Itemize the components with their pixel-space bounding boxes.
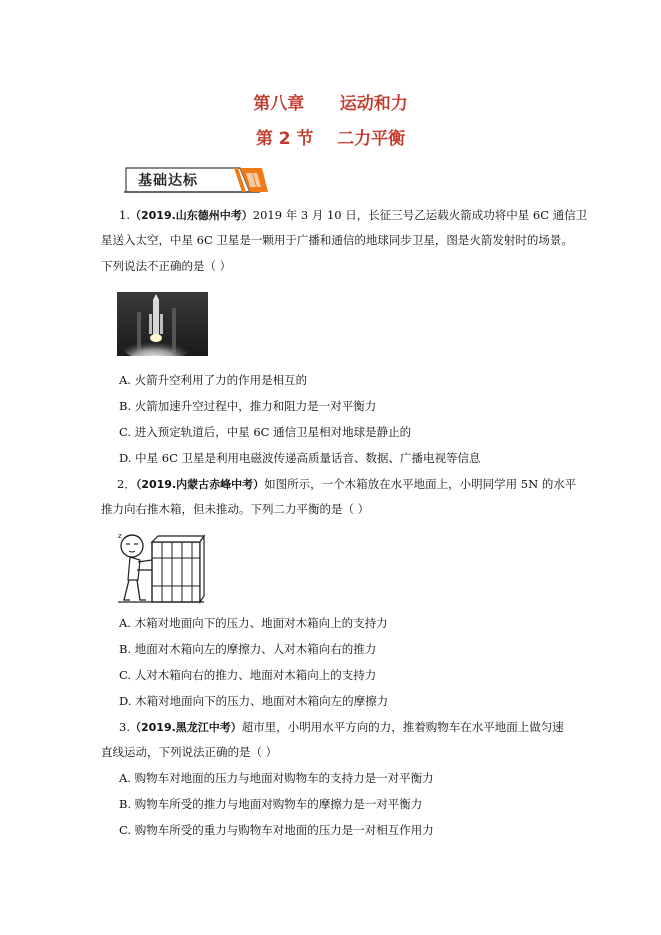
q3-option-a: A. 购物车对地面的压力与地面对购物车的支持力是一对平衡力 <box>119 771 434 785</box>
svg-text:z: z <box>118 532 122 540</box>
q3-number: 3. <box>119 720 130 734</box>
section-title: 第 2 节 二力平衡 <box>255 129 406 149</box>
badge-label: 基础达标 <box>138 173 198 189</box>
q2-option-c: C. 人对木箱向右的推力、地面对木箱向上的支持力 <box>119 668 377 682</box>
q3-stem-line-1 <box>119 719 564 736</box>
rocket-launch-image <box>117 292 208 356</box>
q1-stem-line-3: 下列说法不正确的是（ ） <box>101 259 232 273</box>
q2-number: 2． <box>117 477 136 491</box>
q2-source: （2019.内蒙古赤峰中考） <box>135 478 265 491</box>
q3-stem-line-2: 直线运动，下列说法正确的是（ ） <box>101 745 278 759</box>
q1-stem-line-2: 星送入太空，中星 6C 卫星是一颗用于广播和通信的地球同步卫星，图是火箭发射时的场景。 <box>101 233 573 247</box>
rocket-launch-photo <box>117 292 208 356</box>
boy-pushing-box-illustration <box>116 530 206 606</box>
q1-stem-text-1: 2019 年 3 月 10 日，长征三号乙运载火箭成功将中星 6C 通信卫 <box>252 208 588 222</box>
basic-level-badge <box>122 165 268 195</box>
chapter-title: 第八章 运动和力 <box>253 94 408 114</box>
q1-source: （2019.山东德州中考） <box>129 209 253 222</box>
q1-option-c: C. 进入预定轨道后，中星 6C 通信卫星相对地球是静止的 <box>119 425 412 439</box>
q1-option-a: A. 火箭升空利用了力的作用是相互的 <box>119 373 308 387</box>
q2-stem-text-1: 如图所示，一个木箱放在水平地面上，小明同学用 5N 的水平 <box>264 477 577 491</box>
boy-pushing-box-drawing <box>116 530 206 606</box>
q2-option-b: B. 地面对木箱向左的摩擦力、人对木箱向右的推力 <box>119 642 377 656</box>
q1-stem-line-1 <box>119 207 587 224</box>
q2-stem-line-1 <box>117 476 576 493</box>
q1-number: 1. <box>119 208 130 222</box>
q2-option-a: A. 木箱对地面向下的压力、地面对木箱向上的支持力 <box>119 616 388 630</box>
q1-option-d: D. 中星 6C 卫星是利用电磁波传递高质量话音、数据、广播电视等信息 <box>119 451 481 465</box>
q2-option-d: D. 木箱对地面向下的压力、地面对木箱向左的摩擦力 <box>119 694 389 708</box>
q3-stem-text-1: 超市里，小明用水平方向的力，推着购物车在水平地面上做匀速 <box>241 720 564 734</box>
q1-option-b: B. 火箭加速升空过程中，推力和阻力是一对平衡力 <box>119 399 377 413</box>
q3-source: （2019.黑龙江中考） <box>129 721 242 734</box>
q2-stem-line-2: 推力向右推木箱，但未推动。下列二力平衡的是（ ） <box>101 502 370 516</box>
q3-option-b: B. 购物车所受的推力与地面对购物车的摩擦力是一对平衡力 <box>119 797 423 811</box>
q3-option-c: C. 购物车所受的重力与购物车对地面的压力是一对相互作用力 <box>119 823 434 837</box>
